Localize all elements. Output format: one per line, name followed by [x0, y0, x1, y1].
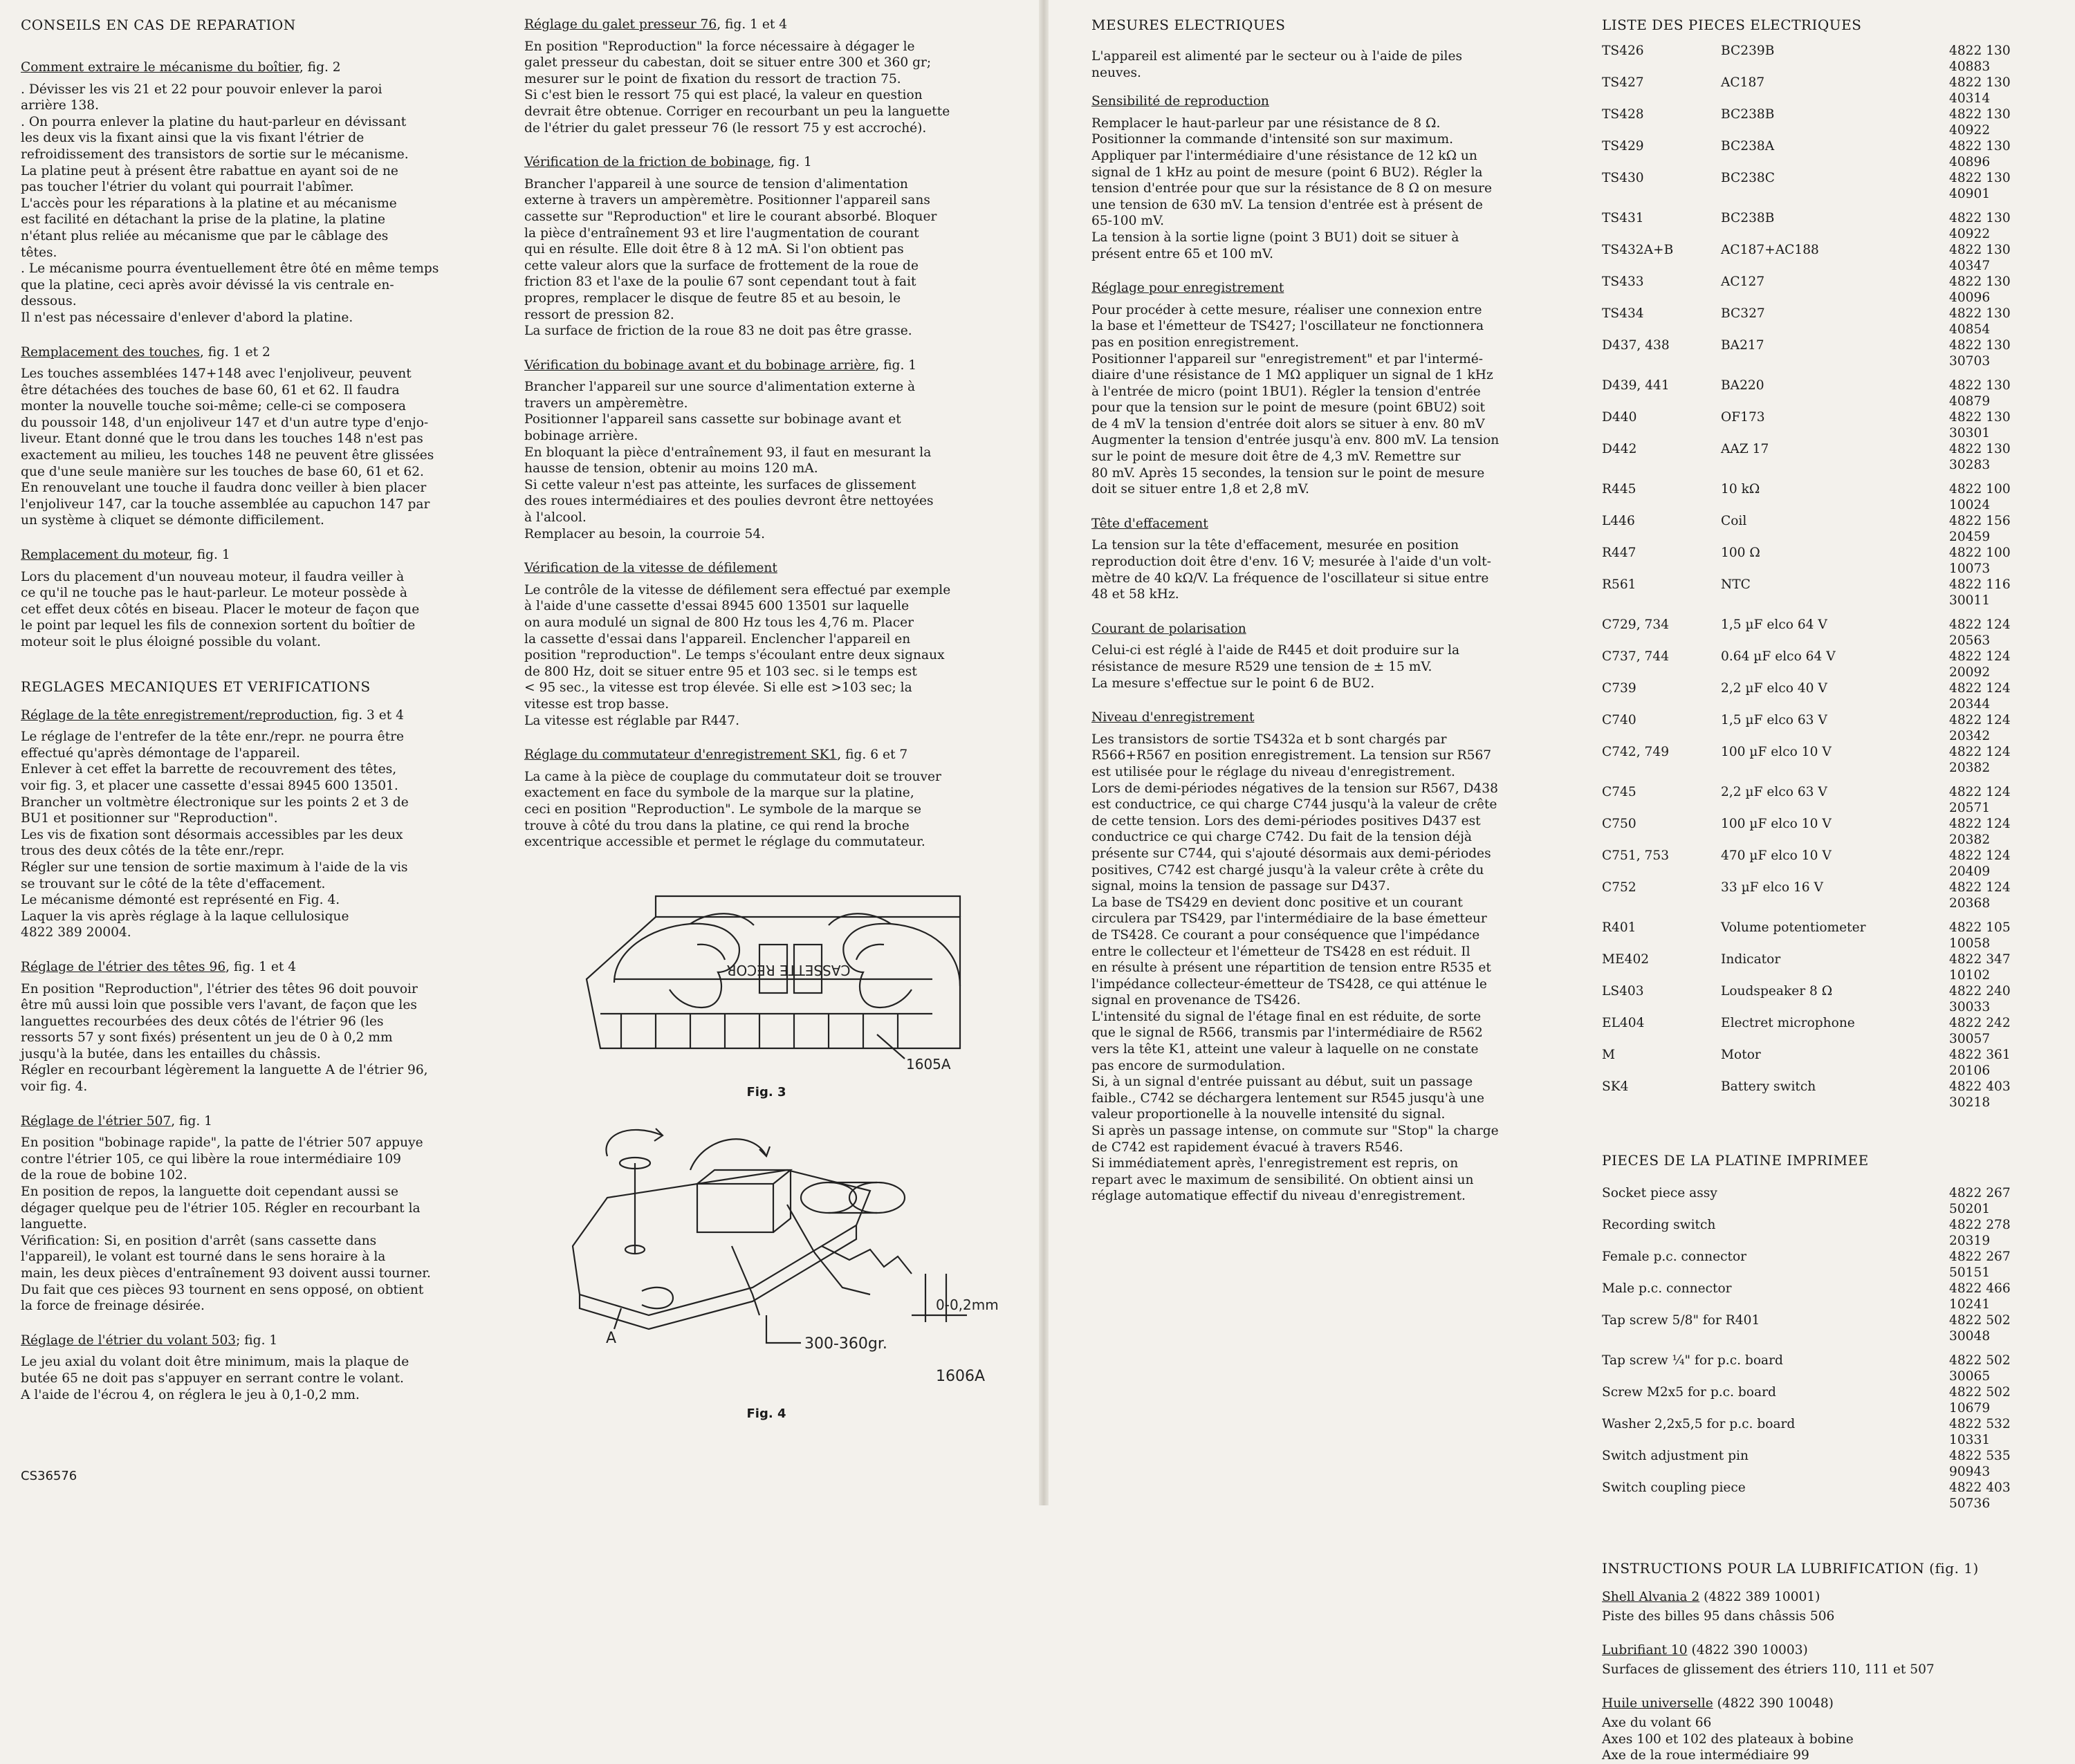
fig-ref: , fig. 3 et 4 [333, 707, 405, 723]
column-parts [1602, 17, 2051, 1764]
parts-code: 4822 130 30301 [1949, 410, 2011, 440]
lub-text: Surfaces de glissement des étriers 110, 111 et 507 [1602, 1662, 1935, 1677]
parts-row [1602, 744, 2051, 776]
heading: Comment extraire le mécanisme du boîtier [21, 60, 299, 75]
column-adjustments [524, 17, 1008, 1422]
parts-val: 1,5 µF elco 63 V [1721, 713, 1827, 727]
fig3-code: 1605A [906, 1055, 951, 1073]
parts-row [1602, 848, 2051, 880]
pcb-row [1602, 1384, 2051, 1416]
pcb-code: 4822 267 50201 [1949, 1186, 2011, 1216]
fig-ref: , fig. 2 [299, 60, 341, 75]
parts-val: 100 Ω [1721, 546, 1760, 560]
parts-table [1602, 43, 2051, 1111]
figure-4 [524, 1108, 1008, 1422]
parts-row [1602, 1047, 2051, 1079]
pcb-code: 4822 532 10331 [1949, 1417, 2011, 1447]
fig-ref: ; fig. 1 [236, 1333, 278, 1348]
parts-val: BC238C [1721, 171, 1775, 185]
parts-row [1602, 138, 2051, 170]
pcb-code: 4822 502 30048 [1949, 1313, 2011, 1344]
fig-ref: , fig. 1 [171, 1113, 213, 1129]
parts-ref: D440 [1602, 410, 1637, 425]
pcb-code: 4822 466 10241 [1949, 1281, 2011, 1312]
parts-val: 100 µF elco 10 V [1721, 817, 1832, 831]
parts-val: Electret microphone [1721, 1016, 1855, 1030]
parts-row [1602, 337, 2051, 369]
parts-ref: EL404 [1602, 1016, 1645, 1030]
parts-val: Coil [1721, 514, 1747, 528]
pcb-code: 4822 535 90943 [1949, 1449, 2011, 1479]
parts-row [1602, 1015, 2051, 1047]
heading: Réglage de l'étrier 507 [21, 1113, 172, 1129]
paragraph: Pour procéder à cette mesure, réaliser une connexion entre la base et l'émetteur de TS427; l'oscillateur ne fonctionnera pas en position enregistrement. Positionner l'appareil sur "enregistrement" et par l'intermé- diaire d'une résistance de 1 MΩ appliquer un signal de 1 kHz à l'entrée de micro (point 1BU1). Régler la tension d'entrée pour que la tension sur le point de mesure (point 6BU2) soit de 4 mV la tension d'entrée doit alors se situer à env. 80 mV Augmenter la tension d'entrée jusqu'à env. 800 mV. La tension sur le point de mesure doit être de 4,3 mV. Remettre sur 80 mV. Après 15 secondes, la tension sur le point de mesure doit se situer entre 1,8 et 2,8 mV. [1091, 302, 1500, 497]
parts-code: 4822 242 30057 [1949, 1016, 2011, 1046]
lub-text: Piste des billes 95 dans châssis 506 [1602, 1608, 1835, 1624]
paragraph: En position "bobinage rapide", la patte de l'étrier 507 appuye contre l'étrier 105, ce qui libère la roue intermédiaire 109 de la roue de bobine 102. En position de repos, la languette doit cependant aussi se dégager quelque peu de l'étrier 105. Régler en recourbant la languette. Vérification: Si, en position d'arrêt (sans cassette dans l'appareil), le volant est tourné dans le sens horaire à la main, les deux pièces d'entraînement 93 doivent aussi tourner. Du fait que ces pièces 93 tournent en sens opposé, on obtient la force de freinage désirée. [21, 1135, 431, 1314]
heading: Remplacement des touches [21, 344, 200, 360]
paragraph: Lors du placement d'un nouveau moteur, il faudra veiller à ce qu'il ne touche pas le haut-parleur. Le moteur possède à cet effet deux côtés en biseau. Placer le moteur de façon que le point par lequel les fils de connexion sortent du boîtier de moteur soit le plus éloigné possible du volant. [21, 569, 420, 649]
parts-row [1602, 816, 2051, 848]
parts-code: 4822 124 20409 [1949, 848, 2011, 879]
fig4-drawing [524, 1108, 1008, 1398]
paragraph: Les touches assemblées 147+148 avec l'enjoliveur, peuvent être détachées des touches de base 60, 61 et 62. Il faudra monter la nouvelle touche soi-même; celle-ci se composera du poussoir 148, d'un enjoliveur 147 et d'un autre type d'enjo- liveur. Etant donné que le trou dans les touches 148 n'est pas exactement au milieu, les touches 148 ne peuvent être glissées que d'une seule manière sur les touches de base 60, 61 et 62. En renouvelant une touche il faudra donc veiller à bien placer l'enjoliveur 147, car la touche assemblée au capuchon 147 par un système à cliquet se démonte difficilement. [21, 366, 434, 528]
pcb-desc: Screw M2x5 for p.c. board [1602, 1385, 1776, 1400]
parts-code: 4822 130 40883 [1949, 44, 2011, 74]
pcb-desc: Socket piece assy [1602, 1186, 1717, 1200]
parts-val: 0.64 µF elco 64 V [1721, 649, 1836, 664]
pcb-row [1602, 1185, 2051, 1217]
parts-row [1602, 513, 2051, 545]
parts-ref: C729, 734 [1602, 618, 1670, 632]
parts-ref: C739 [1602, 681, 1636, 696]
lub-item [1602, 1696, 2051, 1763]
paragraph: Le jeu axial du volant doit être minimum, mais la plaque de butée 65 ne doit pas s'appuyer en serrant contre le volant. A l'aide de l'écrou 4, on réglera le jeu à 0,1-0,2 mm. [21, 1355, 409, 1402]
pcb-row [1602, 1480, 2051, 1512]
parts-code: 4822 130 40922 [1949, 211, 2011, 241]
fig3-drawing [573, 869, 988, 1076]
parts-ref: TS433 [1602, 275, 1644, 289]
parts-row [1602, 274, 2051, 306]
parts-row [1602, 170, 2051, 202]
pcb-desc: Switch adjustment pin [1602, 1449, 1749, 1463]
section-head-bracket [21, 959, 469, 1095]
parts-val: BC238A [1721, 139, 1775, 154]
heading: Réglage du commutateur d'enregistrement SK1 [524, 748, 838, 763]
heading: Sensibilité de reproduction [1091, 94, 1269, 109]
parts-ref: C751, 753 [1602, 848, 1670, 863]
parts-val: 1,5 µF elco 64 V [1721, 618, 1827, 632]
parts-ref: D439, 441 [1602, 378, 1670, 393]
intro-paragraph: L'appareil est alimenté par le secteur ou à l'aide de piles neuves. [1091, 49, 1463, 80]
parts-ref: TS428 [1602, 107, 1644, 122]
pcb-code: 4822 278 20319 [1949, 1218, 2011, 1248]
lub-name: Lubrifiant 10 [1602, 1643, 1688, 1658]
parts-ref: C737, 744 [1602, 649, 1670, 664]
column-repair-advice [21, 17, 469, 1421]
parts-val: Battery switch [1721, 1079, 1816, 1094]
parts-row [1602, 1079, 2051, 1111]
parts-val: BC238B [1721, 107, 1775, 122]
section-bracket-507 [21, 1113, 469, 1315]
parts-row [1602, 951, 2051, 983]
pcb-desc: Washer 2,2x5,5 for p.c. board [1602, 1417, 1796, 1431]
heading: Vérification de la vitesse de défilement [524, 561, 777, 576]
parts-val: AC187 [1721, 75, 1765, 90]
parts-row [1602, 609, 2051, 649]
pcb-desc: Female p.c. connector [1602, 1250, 1747, 1264]
fig4-gap: 0-0,2mm [936, 1296, 999, 1313]
parts-row [1602, 75, 2051, 106]
section-playback-sensitivity [1091, 93, 1562, 262]
parts-row [1602, 106, 2051, 138]
parts-row [1602, 441, 2051, 473]
parts-row [1602, 202, 2051, 242]
paragraph: Brancher l'appareil à une source de tension d'alimentation externe à travers un ampèremètre. Positionner l'appareil sans cassette sur "Reproduction" et lire le courant absorbé. Bloquer la pièce d'entraînement 93 et lire l'augmentation de courant qui en résulte. Elle doit être 8 à 12 mA. Si l'on obtient pas cette valeur alors que la surface de frottement de la roue de friction 83 et l'axe de la poulie 67 sont cependant tout à fait propres, remplacer le disque de feutre 85 et au besoin, le ressort de pression 82. La surface de friction de la roue 83 ne doit pas être grasse. [524, 176, 937, 339]
pcb-desc: Switch coupling piece [1602, 1480, 1746, 1495]
section-fast-winding [524, 358, 1008, 543]
section-winding-friction [524, 154, 1008, 340]
section-extract-mechanism [21, 59, 469, 326]
lub-name: Huile universelle [1602, 1696, 1713, 1711]
parts-ref: ME402 [1602, 952, 1650, 967]
parts-code: 4822 105 10058 [1949, 920, 2011, 951]
paragraph: Les transistors de sortie TS432a et b sont chargés par R566+R567 en position enregistrement. La tension sur R567 est utilisée pour le réglage du niveau d'enregistrement. Lors de demi-périodes négatives de la tension sur R567, D438 est conductrice, ce qui charge C744 jusqu'à la valeur de crête de cette tension. Lors des demi-périodes positives D437 est conductrice ce qui charge C742. Du fait de la tension déjà présente sur C744, qui s'ajouté désormais aux demi-périodes positives, C742 est chargé jusqu'à la valeur crête à crête du signal, moins la tension de passage sur D437. La base de TS429 en devient donc positive et un courant circulera par TS429, par l'intermédiaire de la base émetteur de TS428. Ce courant a pour conséquence que l'impédance entre le collecteur et l'émetteur de TS428 en est réduit. Il en résulte à présent une répartition de tension entre R535 et l'impédance collecteur-émetteur de TS428, ce qui atténue le signal en provenance de TS426. L'intensité du signal de l'étage final en est réduite, de sorte que le signal de R566, transmis par l'intermédiaire de R562 vers la tête K1, atteint une valeur à laquelle on ne constate pas encore de surmodulation. Si, à un signal d'entrée puissant au début, suit un passage faible., C742 se déchargera lentement sur R545 jusqu'à une valeur proportionelle à la nouvelle intensité du signal. Si après un passage intense, on commute sur "Stop" la charge de C742 est rapidement évacué à travers R546. Si immédiatement après, l'enregistrement est repris, on repart avec le maximum de sensibilité. On obtient ainsi un réglage automatique effectif du niveau d'enregistrement. [1091, 732, 1499, 1204]
pcb-row [1602, 1249, 2051, 1281]
paragraph: La tension sur la tête d'effacement, mesurée en position reproduction doit être d'env. 16 V; mesurée à l'aide d'un volt- mètre de 40 kΩ/V. La fréquence de l'oscillateur si situe entre 48 et 58 kHz. [1091, 538, 1491, 602]
parts-row [1602, 43, 2051, 75]
parts-ref: TS427 [1602, 75, 1644, 90]
parts-code: 4822 124 20342 [1949, 713, 2011, 743]
section-head-adjust [21, 707, 469, 941]
parts-ref: D442 [1602, 442, 1637, 456]
section-bias-current [1091, 621, 1562, 691]
page-fold [1039, 0, 1049, 1505]
section-record-level [1091, 709, 1562, 1205]
lub-code: (4822 390 10003) [1687, 1643, 1808, 1658]
parts-code: 4822 130 30283 [1949, 442, 2011, 472]
parts-code: 4822 347 10102 [1949, 952, 2011, 983]
parts-ref: TS429 [1602, 139, 1644, 154]
pcb-code: 4822 267 50151 [1949, 1250, 2011, 1280]
fig4-caption: Fig. 4 [746, 1406, 786, 1421]
pcb-row [1602, 1448, 2051, 1480]
parts-ref: R561 [1602, 577, 1636, 592]
lub-code: (4822 390 10048) [1713, 1696, 1834, 1711]
parts-row [1602, 983, 2051, 1015]
parts-row [1602, 880, 2051, 911]
fig-ref: , fig. 1 et 4 [225, 959, 297, 974]
paragraph: En position "Reproduction", l'étrier des têtes 96 doit pouvoir être mû aussi loin que possible vers l'avant, de façon que les languettes recourbées des deux côtés de l'étrier 96 (les ressorts 57 y sont fixés) présentent un jeu de 0 à 0,2 mm jusqu'à la butée, dans les entailles du châssis. Régler en recourbant légèrement la languette A de l'étrier 96, voir fig. 4. [21, 981, 428, 1095]
parts-code: 4822 130 40096 [1949, 275, 2011, 305]
parts-val: BC239B [1721, 44, 1775, 58]
parts-val: 2,2 µF elco 40 V [1721, 681, 1827, 696]
parts-code: 4822 124 20382 [1949, 745, 2011, 775]
parts-code: 4822 124 20563 [1949, 618, 2011, 648]
parts-code: 4822 240 30033 [1949, 984, 2011, 1014]
heading: Tête d'effacement [1091, 516, 1208, 531]
pcb-code: 4822 502 30065 [1949, 1353, 2011, 1384]
heading: Réglage de l'étrier des têtes 96 [21, 959, 226, 974]
parts-ref: TS432A+B [1602, 243, 1674, 257]
paragraph: En position "Reproduction" la force nécessaire à dégager le galet presseur du cabestan, doit se situer entre 300 et 360 gr; mesurer sur le point de fixation du ressort de traction 75. Si c'est bien le ressort 75 qui est placé, la valeur en question devrait être obtenue. Corriger en recourbant un peu la languette de l'étrier du galet presseur 76 (le ressort 75 y est accroché). [524, 39, 950, 136]
section-title-mechanical: REGLAGES MECANIQUES ET VERIFICATIONS [21, 678, 371, 695]
parts-code: 4822 124 20382 [1949, 817, 2011, 847]
fig4-code: 1606A [936, 1367, 986, 1385]
parts-ref: C750 [1602, 817, 1636, 831]
paragraph: Remplacer le haut-parleur par une résistance de 8 Ω. Positionner la commande d'intensité son sur maximum. Appliquer par l'intermédiaire d'une résistance de 12 kΩ un signal de 1 kHz au point de mesure (point 6 BU2). Régler la tension d'entrée pour que sur la résistance de 8 Ω on mesure une tension de 630 mV. La tension d'entrée est à présent de 65-100 mV. La tension à la sortie ligne (point 3 BU1) doit se situer à présent entre 65 et 100 mV. [1091, 115, 1493, 261]
figure-3 [524, 869, 1008, 1101]
parts-code: 4822 124 20368 [1949, 880, 2011, 911]
lub-code: (4822 389 10001) [1699, 1590, 1820, 1604]
lub-name: Shell Alvania 2 [1602, 1590, 1700, 1604]
parts-val: 470 µF elco 10 V [1721, 848, 1832, 863]
parts-code: 4822 130 40879 [1949, 378, 2011, 409]
parts-row [1602, 649, 2051, 680]
parts-code: 4822 403 30218 [1949, 1079, 2011, 1110]
parts-code: 4822 124 20571 [1949, 785, 2011, 815]
parts-val: Indicator [1721, 952, 1781, 967]
parts-ref: TS434 [1602, 306, 1644, 321]
pcb-desc: Male p.c. connector [1602, 1281, 1732, 1296]
parts-code: 4822 130 40347 [1949, 243, 2011, 273]
section-tape-speed [524, 560, 1008, 729]
lubrication-list [1602, 1589, 2051, 1764]
fig-ref: , fig. 1 et 4 [717, 17, 788, 32]
section-record-switch [524, 747, 1008, 851]
paragraph: Celui-ci est réglé à l'aide de R445 et doit produire sur la résistance de mesure R529 une tension de ± 15 mV. La mesure s'effectue sur le point 6 de BU2. [1091, 643, 1460, 691]
parts-ref: D437, 438 [1602, 338, 1670, 353]
parts-code: 4822 124 20344 [1949, 681, 2011, 712]
section-title-electrical: MESURES ELECTRIQUES [1091, 17, 1286, 33]
parts-code: 4822 130 40854 [1949, 306, 2011, 337]
parts-ref: LS403 [1602, 984, 1644, 999]
section-title-lubrication: INSTRUCTIONS POUR LA LUBRIFICATION (fig. 1) [1602, 1560, 1979, 1577]
parts-ref: L446 [1602, 514, 1635, 528]
parts-row [1602, 577, 2051, 609]
pcb-row [1602, 1312, 2051, 1344]
parts-ref: TS426 [1602, 44, 1644, 58]
section-pressure-roller [524, 17, 1008, 136]
pcb-code: 4822 502 10679 [1949, 1385, 2011, 1415]
paragraph: La came à la pièce de couplage du commutateur doit se trouver exactement en face du symbole de la marque sur la platine, ceci en position "Reproduction". Le symbole de la marque se trouve à côté du trou dans la platine, ce qui rend la broche excentrique accessible et permet le réglage du commutateur. [524, 769, 941, 850]
fig-ref: , fig. 1 [771, 155, 812, 170]
parts-code: 4822 130 40314 [1949, 75, 2011, 106]
parts-val: BC238B [1721, 211, 1775, 225]
parts-val: AC187+AC188 [1721, 243, 1819, 257]
parts-row [1602, 712, 2051, 744]
fig4-label-a: A [606, 1329, 617, 1347]
fig-ref: , fig. 1 [875, 358, 917, 373]
parts-row [1602, 306, 2051, 337]
parts-ref: R447 [1602, 546, 1636, 560]
parts-val: Loudspeaker 8 Ω [1721, 984, 1833, 999]
parts-ref: C752 [1602, 880, 1636, 895]
fig3-cassette-label: CASSETTE RECOR [726, 961, 851, 978]
parts-ref: C742, 749 [1602, 745, 1670, 759]
section-replace-keys [21, 344, 469, 530]
parts-ref: TS430 [1602, 171, 1644, 185]
paragraph: . Dévisser les vis 21 et 22 pour pouvoir enlever la paroi arrière 138. . On pourra enlever la platine du haut-parleur en dévissant les deux vis la fixant ainsi que la vis fixant l'étrier de refroidissement des transistors de sortie sur le mécanisme. La platine peut à présent être rabattue en ayant soi de ne pas toucher l'étrier du volant qui pourrait l'abîmer. L'accès pour les réparations à la platine et au mécanisme est facilité en détachant la prise de la platine, la platine n'étant plus reliée au mécanisme que par le câblage des têtes. . Le mécanisme pourra éventuellement être ôté en même temps que la platine, ceci après avoir dévissé la vis centrale en- dessous. Il n'est pas nécessaire d'enlever d'abord la platine. [21, 82, 439, 325]
section-replace-motor [21, 547, 469, 651]
parts-ref: M [1602, 1048, 1616, 1062]
parts-code: 4822 130 40896 [1949, 139, 2011, 169]
parts-code: 4822 100 10073 [1949, 546, 2011, 576]
paragraph: Le contrôle de la vitesse de défilement sera effectué par exemple à l'aide d'une cassette d'essai 8945 600 13501 sur laquelle on aura modulé un signal de 800 Hz tous les 4,76 m. Placer la cassette d'essai dans l'appareil. Enclencher l'appareil en position "reproduction". Le temps s'écoulant entre deux signaux de 800 Hz, doit se situer entre 95 et 103 sec. si le temps est < 95 sec., la vitesse est trop élevée. Si elle est >103 sec; la vitesse est trop basse. La vitesse est réglable par R447. [524, 582, 951, 728]
parts-row [1602, 473, 2051, 513]
pcb-code: 4822 403 50736 [1949, 1480, 2011, 1511]
lub-item [1602, 1642, 2051, 1678]
parts-val: AC127 [1721, 275, 1765, 289]
fig-ref: , fig. 1 [188, 548, 230, 563]
parts-code: 4822 361 20106 [1949, 1048, 2011, 1078]
pcb-desc: Recording switch [1602, 1218, 1716, 1232]
parts-val: NTC [1721, 577, 1751, 592]
parts-code: 4822 100 10024 [1949, 482, 2011, 512]
parts-code: 4822 130 30703 [1949, 338, 2011, 369]
lub-item [1602, 1589, 2051, 1624]
parts-code: 4822 124 20092 [1949, 649, 2011, 680]
parts-ref: TS431 [1602, 211, 1644, 225]
parts-row [1602, 911, 2051, 951]
parts-code: 4822 130 40901 [1949, 171, 2011, 201]
parts-val: OF173 [1721, 410, 1765, 425]
section-record-adjust [1091, 280, 1562, 498]
parts-row [1602, 242, 2051, 274]
parts-code: 4822 130 40922 [1949, 107, 2011, 138]
heading: Remplacement du moteur [21, 548, 189, 563]
parts-ref: C745 [1602, 785, 1636, 799]
column-electrical [1091, 17, 1562, 1223]
parts-val: BC327 [1721, 306, 1765, 321]
parts-ref: R401 [1602, 920, 1636, 935]
parts-row [1602, 776, 2051, 816]
heading: Réglage de l'étrier du volant 503 [21, 1333, 237, 1348]
section-erase-head [1091, 516, 1562, 603]
section-title-parts: LISTE DES PIECES ELECTRIQUES [1602, 17, 1862, 33]
parts-row [1602, 409, 2051, 441]
parts-val: BA217 [1721, 338, 1764, 353]
section-flywheel-bracket [21, 1333, 469, 1403]
pcb-row [1602, 1217, 2051, 1249]
parts-ref: R445 [1602, 482, 1636, 496]
parts-code: 4822 156 20459 [1949, 514, 2011, 544]
parts-val: 100 µF elco 10 V [1721, 745, 1832, 759]
fig-ref: , fig. 1 et 2 [199, 344, 270, 360]
parts-val: 2,2 µF elco 63 V [1721, 785, 1827, 799]
parts-val: 33 µF elco 16 V [1721, 880, 1823, 895]
parts-row [1602, 545, 2051, 577]
document-code: CS36576 [21, 1469, 77, 1483]
heading: Réglage du galet presseur 76 [524, 17, 717, 32]
parts-val: AAZ 17 [1721, 442, 1769, 456]
parts-code: 4822 116 30011 [1949, 577, 2011, 608]
heading: Courant de polarisation [1091, 621, 1246, 636]
pcb-desc: Tap screw 5/8" for R401 [1602, 1313, 1760, 1328]
parts-val: BA220 [1721, 378, 1764, 393]
pcb-row [1602, 1344, 2051, 1384]
section-title-repair: CONSEILS EN CAS DE REPARATION [21, 17, 296, 33]
parts-ref: SK4 [1602, 1079, 1629, 1094]
parts-val: 10 kΩ [1721, 482, 1760, 496]
parts-val: Motor [1721, 1048, 1761, 1062]
heading: Réglage pour enregistrement [1091, 281, 1284, 296]
pcb-row [1602, 1281, 2051, 1312]
paragraph: Brancher l'appareil sur une source d'alimentation externe à travers un ampèremètre. Positionner l'appareil sans cassette sur bobinage avant et bobinage arrière. En bloquant la pièce d'entraînement 93, il faut en mesurant la hausse de tension, obtenir au moins 120 mA. Si cette valeur n'est pas atteinte, les surfaces de glissement des roues intermédiaires et des poulies devront être nettoyées à l'alcool. Remplacer au besoin, la courroie 54. [524, 380, 934, 541]
heading: Réglage de la tête enregistrement/reproduction [21, 707, 334, 723]
paragraph: Le réglage de l'entrefer de la tête enr./repr. ne pourra être effectué qu'après démontage de l'appareil. Enlever à cet effet la barrette de recouvrement des têtes, voir fig. 3, et placer une cassette d'essai 8945 600 13501. Brancher un voltmètre électronique sur les points 2 et 3 de BU1 et positionner sur "Reproduction". Les vis de fixation sont désormais accessibles par les deux trous des deux côtés de la tête enr./repr. Régler sur une tension de sortie maximum à l'aide de la vis se trouvant sur le côté de la tête d'effacement. Le mécanisme démonté est représenté en Fig. 4. Laquer la vis après réglage à la laque cellulosique 4822 389 20004. [21, 730, 409, 940]
pcb-desc: Tap screw ¼" for p.c. board [1602, 1353, 1783, 1368]
parts-val: Volume potentiometer [1721, 920, 1866, 935]
pcb-row [1602, 1416, 2051, 1448]
fig4-force: 300-360gr. [804, 1335, 887, 1353]
heading: Vérification de la friction de bobinage [524, 155, 771, 170]
fig-ref: , fig. 6 et 7 [837, 748, 908, 763]
parts-ref: C740 [1602, 713, 1636, 727]
fig3-caption: Fig. 3 [746, 1085, 786, 1100]
parts-row [1602, 680, 2051, 712]
pcb-parts-table [1602, 1185, 2051, 1512]
heading: Niveau d'enregistrement [1091, 710, 1255, 725]
section-title-pcb: PIECES DE LA PLATINE IMPRIMEE [1602, 1152, 1869, 1169]
heading: Vérification du bobinage avant et du bobinage arrière [524, 358, 876, 373]
lub-text: Axe du volant 66 Axes 100 et 102 des plateaux à bobine Axe de la roue intermédiaire 99 [1602, 1715, 1854, 1763]
parts-row [1602, 369, 2051, 409]
